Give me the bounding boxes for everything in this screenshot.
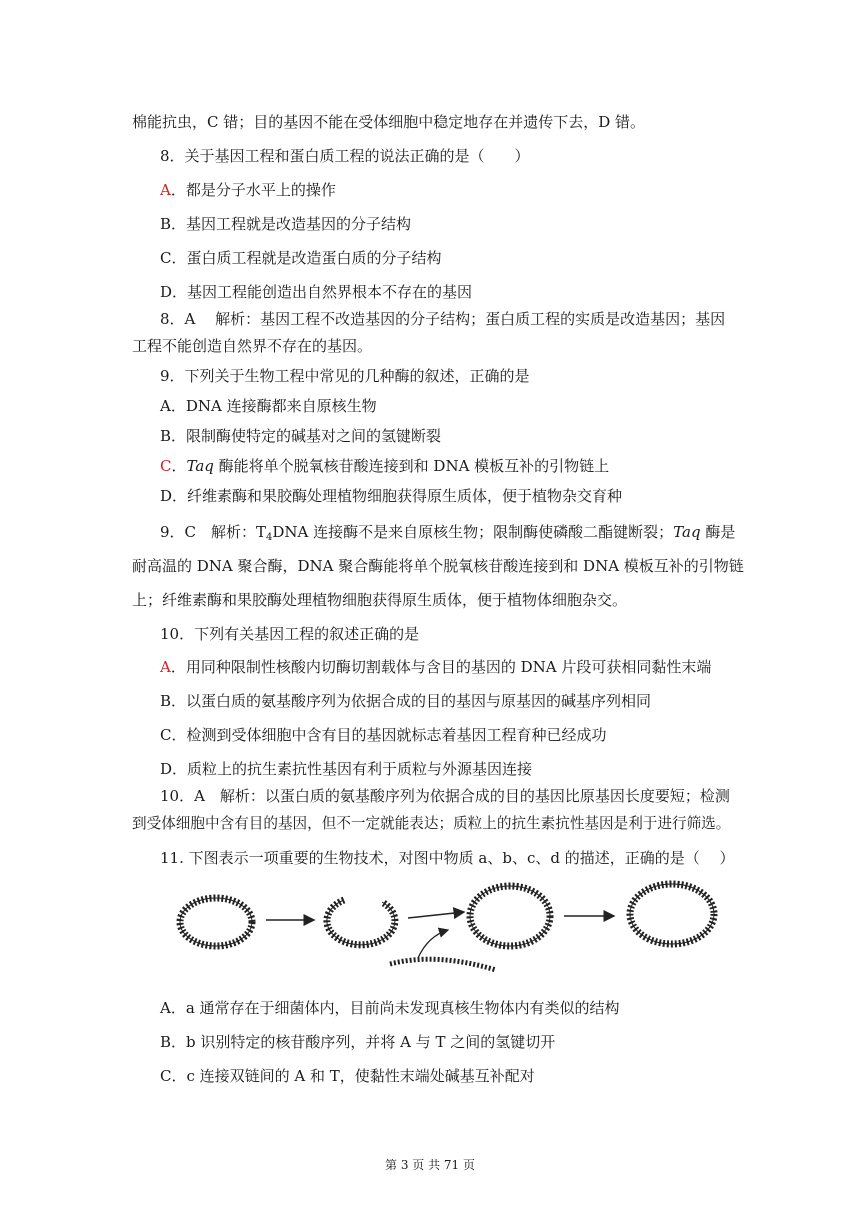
question-9-analysis-cont: 耐高温的 DNA 聚合酶，DNA 聚合酶能将单个脱氧核苷酸连接到和 DNA 模板互补的引物链 xyxy=(132,557,744,575)
question-10-analysis-cont: 到受体细胞中含有目的基因，但不一定就能表达；质粒上的抗生素抗性基因是利于进行筛选。 xyxy=(132,815,731,832)
plasmid-a xyxy=(180,898,252,946)
question-10-stem: 10．下列有关基因工程的叙述正确的是 xyxy=(160,625,420,643)
question-8-option-b: B．基因工程就是改造基因的分子结构 xyxy=(160,215,412,233)
question-8-option-d: D．基因工程能创造出自然界根本不存在的基因 xyxy=(160,283,473,301)
option-text: ．用同种限制性核酸内切酶切割载体与含目的基因的 DNA 片段可获相同黏性末端 xyxy=(170,658,712,676)
text-line: 棉能抗虫，C 错；目的基因不能在受体细胞中稳定地存在并遗传下去，D 错。 xyxy=(132,113,646,131)
question-11-option-b: B．b 识别特定的核苷酸序列，并将 A 与 T 之间的氢键切开 xyxy=(160,1033,556,1051)
question-10-option-d: D．质粒上的抗生素抗性基因有利于质粒与外源基因连接 xyxy=(160,760,533,778)
analysis-text: 9．C 解析：T xyxy=(160,523,267,541)
page-footer: 第 3 页 共 71 页 xyxy=(385,1158,475,1172)
question-10-option-b: B．以蛋白质的氨基酸序列为依据合成的目的基因与原基因的碱基序列相同 xyxy=(160,692,652,710)
insert-fragment-d xyxy=(390,959,496,970)
question-11-option-c: C．c 连接双链间的 A 和 T，使黏性末端处碱基互补配对 xyxy=(160,1067,535,1085)
question-10-option-a xyxy=(160,657,711,677)
answer-letter: C xyxy=(160,457,172,475)
answer-letter: A xyxy=(160,181,171,199)
ligated-plasmid xyxy=(470,886,550,946)
question-9-stem: 9．下列关于生物工程中常见的几种酶的叙述，正确的是 xyxy=(160,367,530,385)
question-9-analysis xyxy=(160,522,735,548)
question-9-option-d: D．纤维素酶和果胶酶处理植物细胞获得原生质体，便于植物杂交育种 xyxy=(160,487,623,505)
option-text: 酶能将单个脱氧核苷酸连接到和 DNA 模板互补的引物链上 xyxy=(213,457,610,475)
question-11-option-a: A．a 通常存在于细菌体内，目前尚未发现真核生物体内有类似的结构 xyxy=(160,999,620,1017)
analysis-text: 酶是 xyxy=(700,523,736,541)
question-9-option-c xyxy=(160,456,609,476)
question-8-option-c: C．蛋白质工程就是改造蛋白质的分子结构 xyxy=(160,249,442,267)
question-8-analysis: 8．A 解析：基因工程不改造基因的分子结构；蛋白质工程的实质是改造基因；基因 xyxy=(160,310,726,328)
taq-term: Taq xyxy=(673,523,701,541)
taq-term: Taq xyxy=(186,457,214,475)
subscript: 4 xyxy=(266,532,273,543)
answer-letter: A xyxy=(160,658,171,676)
question-9-option-a: A．DNA 连接酶都来自原核生物 xyxy=(160,397,377,415)
arrow-c xyxy=(408,912,464,918)
recombinant-dna-diagram xyxy=(176,872,736,980)
question-9-option-b: B．限制酶使特定的碱基对之间的氢键断裂 xyxy=(160,427,442,445)
question-8-stem: 8．关于基因工程和蛋白质工程的说法正确的是（ ） xyxy=(160,147,530,165)
question-9-analysis-cont: 上；纤维素酶和果胶酶处理植物细胞获得原生质体，便于植物体细胞杂交。 xyxy=(132,591,628,609)
cut-plasmid xyxy=(327,900,395,945)
question-10-option-c: C．检测到受体细胞中含有目的基因就标志着基因工程育种已经成功 xyxy=(160,726,607,744)
recombinant-plasmid xyxy=(630,884,714,944)
question-10-analysis: 10．A 解析：以蛋白质的氨基酸序列为依据合成的目的基因比原基因长度要短；检测 xyxy=(160,787,730,805)
option-punct: ． xyxy=(171,457,187,475)
analysis-text: DNA 连接酶不是来自原核生物；限制酶使磷酸二酯键断裂； xyxy=(272,523,674,541)
option-text: ．都是分子水平上的操作 xyxy=(170,181,336,199)
arrow-d xyxy=(418,930,448,958)
question-8-analysis-cont: 工程不能创造自然界不存在的基因。 xyxy=(132,337,373,355)
question-8-option-a xyxy=(160,180,336,200)
question-11-stem: 11. 下图表示一项重要的生物技术，对图中物质 a、b、c、d 的描述，正确的是（ ） xyxy=(160,849,735,867)
